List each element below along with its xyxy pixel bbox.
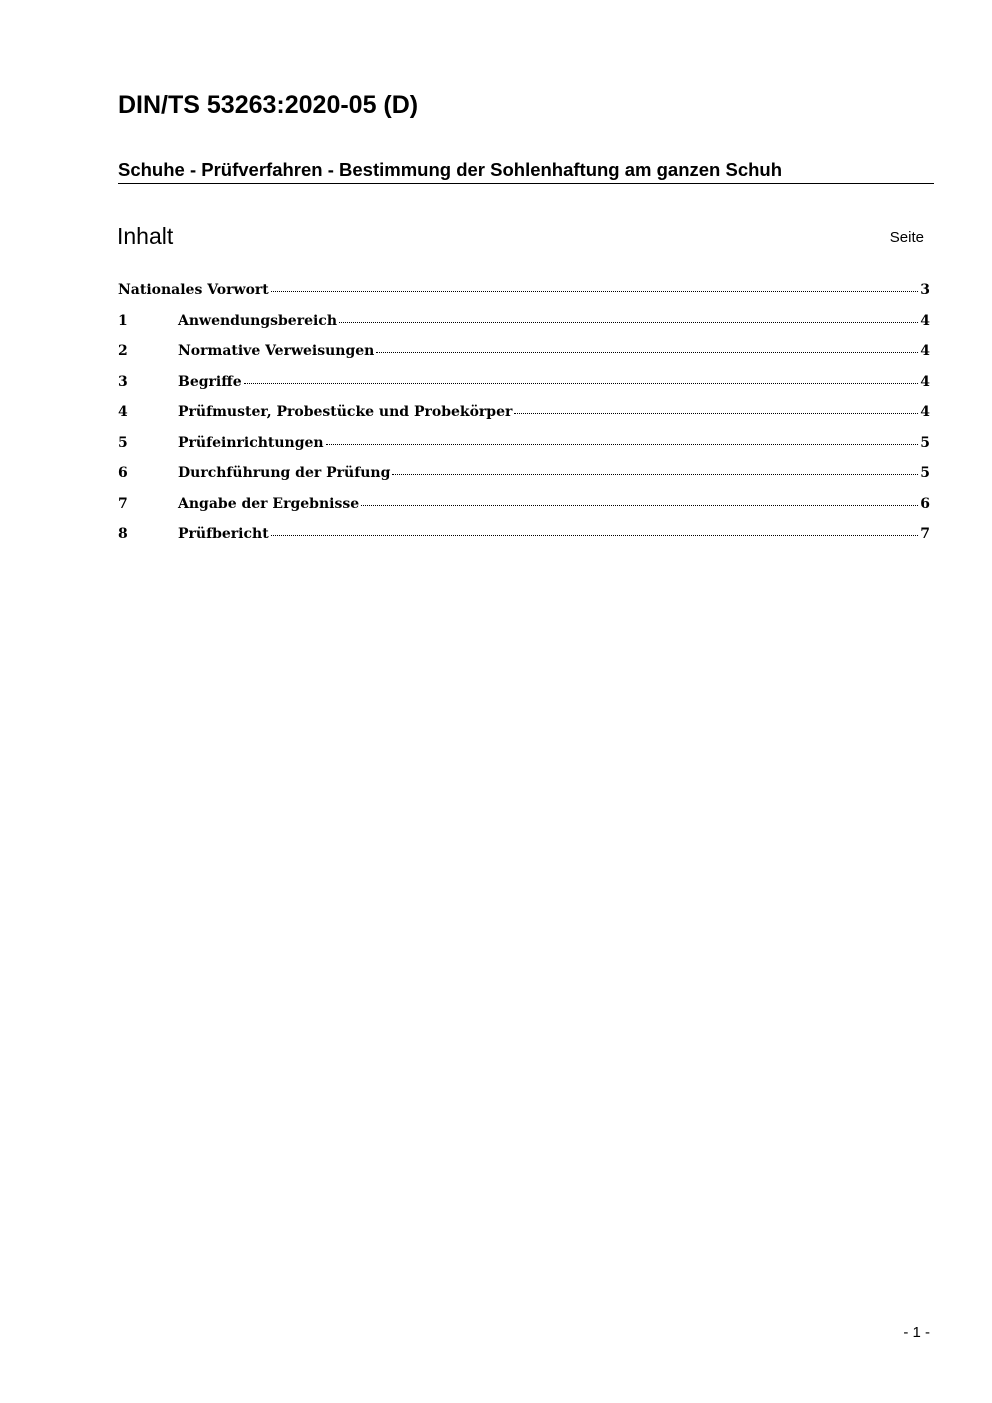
toc-dot-leader — [271, 534, 919, 536]
toc-entry-number: 8 — [118, 526, 128, 542]
toc-entry-pruefeinrichtungen[interactable] — [118, 431, 930, 462]
page-number: - 1 - — [903, 1324, 930, 1341]
toc-entry-page: 3 — [920, 282, 930, 298]
document-title: DIN/TS 53263:2020-05 (D) — [118, 91, 419, 119]
toc-entry-pruefbericht[interactable] — [118, 522, 930, 553]
toc-entry-normative-verweisungen[interactable] — [118, 339, 930, 370]
toc-entry-label: Begriffe — [178, 373, 242, 390]
toc-entry-page: 4 — [920, 404, 930, 420]
toc-entry-label: Anwendungsbereich — [178, 312, 337, 329]
toc-dot-leader — [376, 351, 918, 353]
toc-dot-leader — [392, 473, 918, 475]
toc-entry-page: 6 — [920, 495, 930, 512]
toc-entry-page: 4 — [920, 312, 930, 329]
toc-dot-leader — [271, 290, 919, 292]
toc-entry-number: 4 — [118, 404, 128, 420]
toc-entry-label: Angabe der Ergebnisse — [178, 495, 360, 512]
toc-dot-leader — [244, 382, 919, 384]
toc-dot-leader — [339, 321, 918, 323]
toc-entry-anwendungsbereich[interactable] — [118, 309, 930, 340]
toc-entry-number: 2 — [118, 343, 128, 359]
toc-entry-label: Nationales Vorwort — [118, 282, 269, 298]
toc-entry-page: 4 — [920, 373, 930, 390]
toc-dot-leader — [326, 443, 919, 445]
toc-entry-label: Prüfbericht — [178, 526, 269, 542]
toc-entry-number: 1 — [118, 312, 128, 329]
toc-entry-number: 3 — [118, 373, 128, 390]
toc-entry-page: 5 — [920, 465, 930, 481]
toc-dot-leader — [361, 504, 918, 506]
toc-entry-label: Normative Verweisungen — [178, 343, 375, 359]
toc-entry-durchfuehrung[interactable] — [118, 461, 930, 492]
toc-heading: Inhalt — [117, 223, 174, 249]
toc-entry-number: 6 — [118, 465, 128, 481]
toc-entry-page: 7 — [920, 526, 930, 542]
toc-page-column-label: Seite — [889, 229, 924, 246]
toc-entry-begriffe[interactable] — [118, 370, 930, 401]
toc-entry-page: 4 — [920, 343, 930, 359]
toc-entry-number: 5 — [118, 434, 128, 451]
document-subtitle: Schuhe - Prüfverfahren - Bestimmung der Sohlenhaftung am ganzen Schuh — [118, 158, 934, 184]
toc-entry-number: 7 — [118, 495, 128, 512]
toc-entry-label: Durchführung der Prüfung — [178, 465, 391, 481]
toc-entry-nationales-vorwort[interactable] — [118, 278, 930, 309]
toc-dot-leader — [514, 412, 918, 414]
toc-entry-ergebnisse[interactable] — [118, 492, 930, 523]
toc-entry-label: Prüfmuster, Probestücke und Probekörper — [178, 404, 513, 420]
table-of-contents — [118, 278, 930, 553]
toc-entry-label: Prüfeinrichtungen — [178, 434, 324, 451]
toc-entry-page: 5 — [920, 434, 930, 451]
toc-entry-pruefmuster[interactable] — [118, 400, 930, 431]
